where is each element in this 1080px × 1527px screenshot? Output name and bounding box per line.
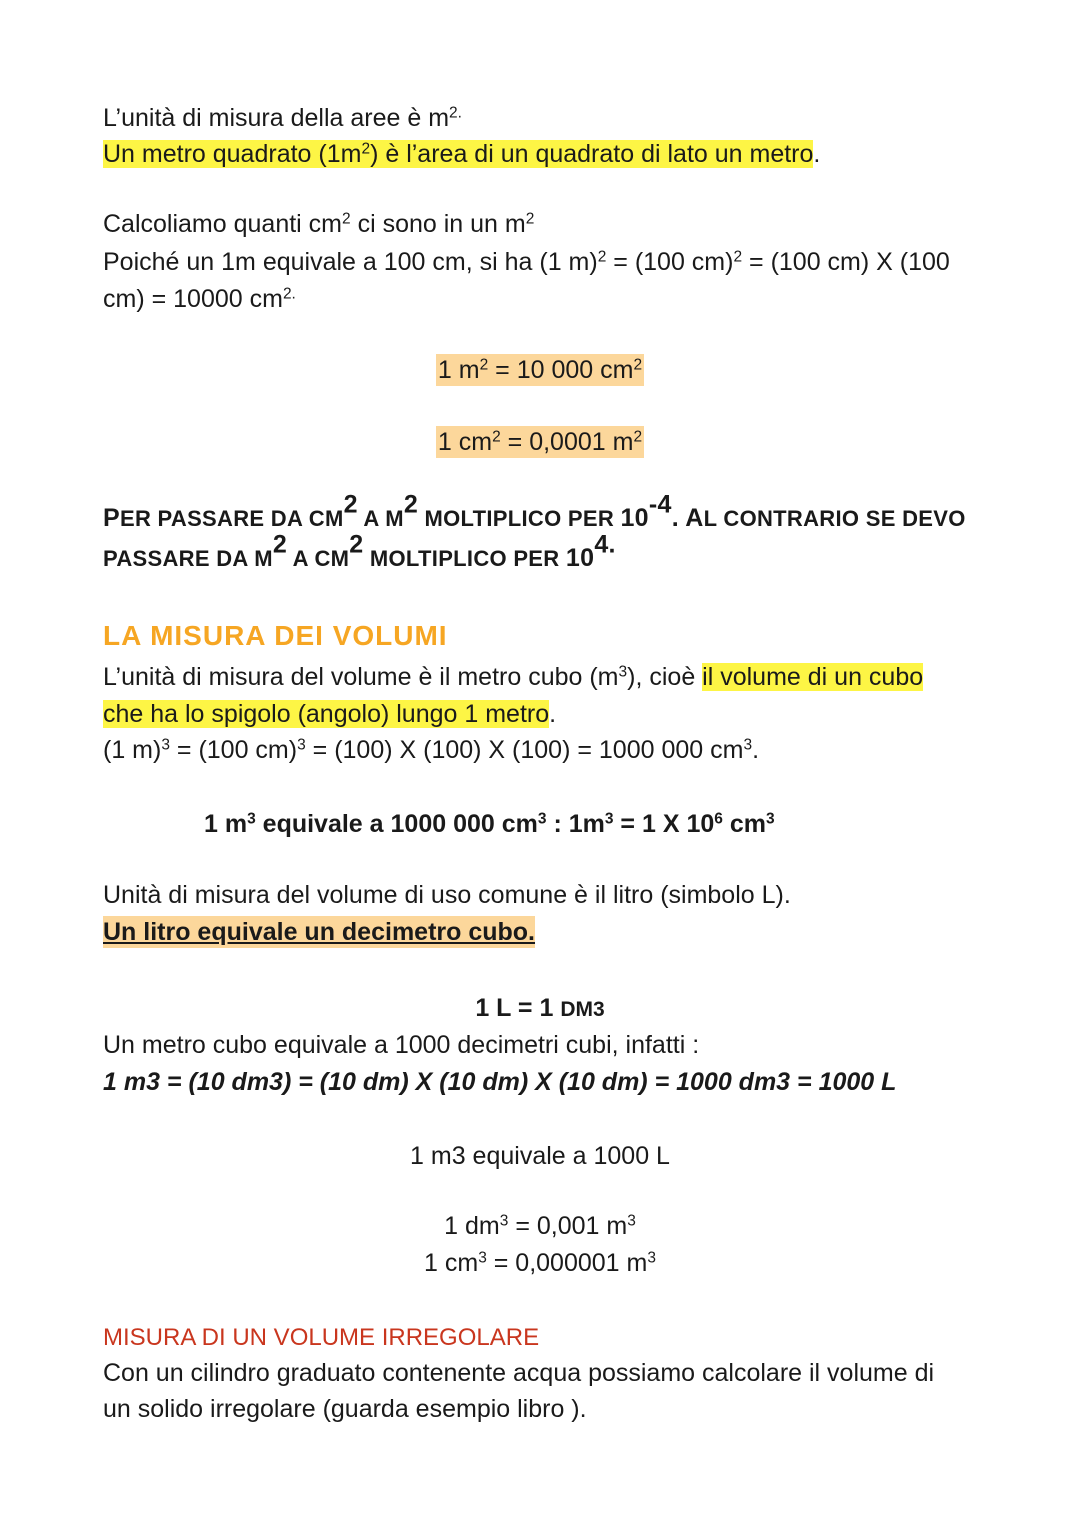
volume-equivalence: 1 $m^3$ equivale a 1000 000 $cm^3$ : $1m^3 = 1$ X $10^6$ $cm^3$ [204, 810, 775, 838]
area-definition-line: Un metro quadrato $(1m^2)$ è l’area di un quadrato di lato un metro. [103, 140, 821, 168]
area-conversion-box-2: 1 $cm^2 = 0,0001$ $m^2$ [437, 428, 643, 456]
volume-intro-line-1: L’unità di misura del volume è il metro cubo $(m^3)$, cioè il volume di un cubo [103, 663, 924, 691]
calc-intro-line: Calcoliamo quanti $cm^2$ ci sono in un $m^2$ [103, 210, 535, 238]
dm3-conversion: 1 $dm^3 = 0,001$ $m^3$ [444, 1212, 636, 1240]
calc-line-1: Poiché un 1m equivale a 100 cm, si ha (1 m)$^2$ = (100 cm)$^2$ = (100 cm) X (100 [103, 248, 950, 276]
volume-intro-line-2: che ha lo spigolo (angolo) lungo 1 metro. [103, 700, 557, 728]
area-rule-line-1: PER PASSARE DA $CM^2$ A $M^2$ MOLTIPLICO PER $10^{-4}$. AL CONTRARIO SE DEVO [103, 490, 966, 532]
m3-litres: 1 m3 equivale a 1000 L [410, 1142, 670, 1170]
area-rule-line-2: PASSARE DA $M^2$ A $CM^2$ MOLTIPLICO PER $10^{4.}$ [103, 530, 616, 572]
irregular-volume-heading: MISURA DI UN VOLUME IRREGOLARE [103, 1324, 540, 1351]
volume-calc-line: (1 m)$^3$ = (100 cm)$^3$ = (100) X (100) X (100) = 1000 000 $cm^3$. [103, 736, 760, 764]
cm3-conversion: 1 $cm^3 = 0,000001$ $m^3$ [424, 1249, 656, 1277]
irregular-line-2: un solido irregolare (guarda esempio libro ). [103, 1395, 587, 1423]
litre-intro: Unità di misura del volume di uso comune è il litro (simbolo L). [103, 881, 791, 909]
litre-definition: Un litro equivale un decimetro cubo. [103, 918, 536, 946]
volume-heading: LA MISURA DEI VOLUMI [103, 620, 448, 651]
m3-intro: Un metro cubo equivale a 1000 decimetri cubi, infatti : [103, 1031, 700, 1059]
highlight-yellow: che ha lo spigolo (angolo) lungo 1 metro [103, 700, 550, 728]
area-conversion-box-1: 1 $m^2 = 10$ 000 $cm^2$ [437, 356, 643, 384]
calc-line-2: cm) = 10000 $cm^{2.}$ [103, 285, 296, 313]
litre-equation: 1 L = 1 DM3 [475, 994, 605, 1022]
irregular-line-1: Con un cilindro graduato contenente acqua possiamo calcolare il volume di [103, 1359, 935, 1387]
m3-calculation: 1 m3 = (10 dm3) = (10 dm) X (10 dm) X (10 dm) = 1000 dm3 = 1000 L [103, 1068, 897, 1096]
highlight-yellow: il volume di un cubo [702, 663, 924, 691]
highlight-yellow: Un metro quadrato $(1m^2)$ è l’area di un quadrato di lato un metro [103, 140, 814, 168]
area-unit-line: L’unità di misura della aree è $m^{2.}$ [103, 104, 462, 132]
